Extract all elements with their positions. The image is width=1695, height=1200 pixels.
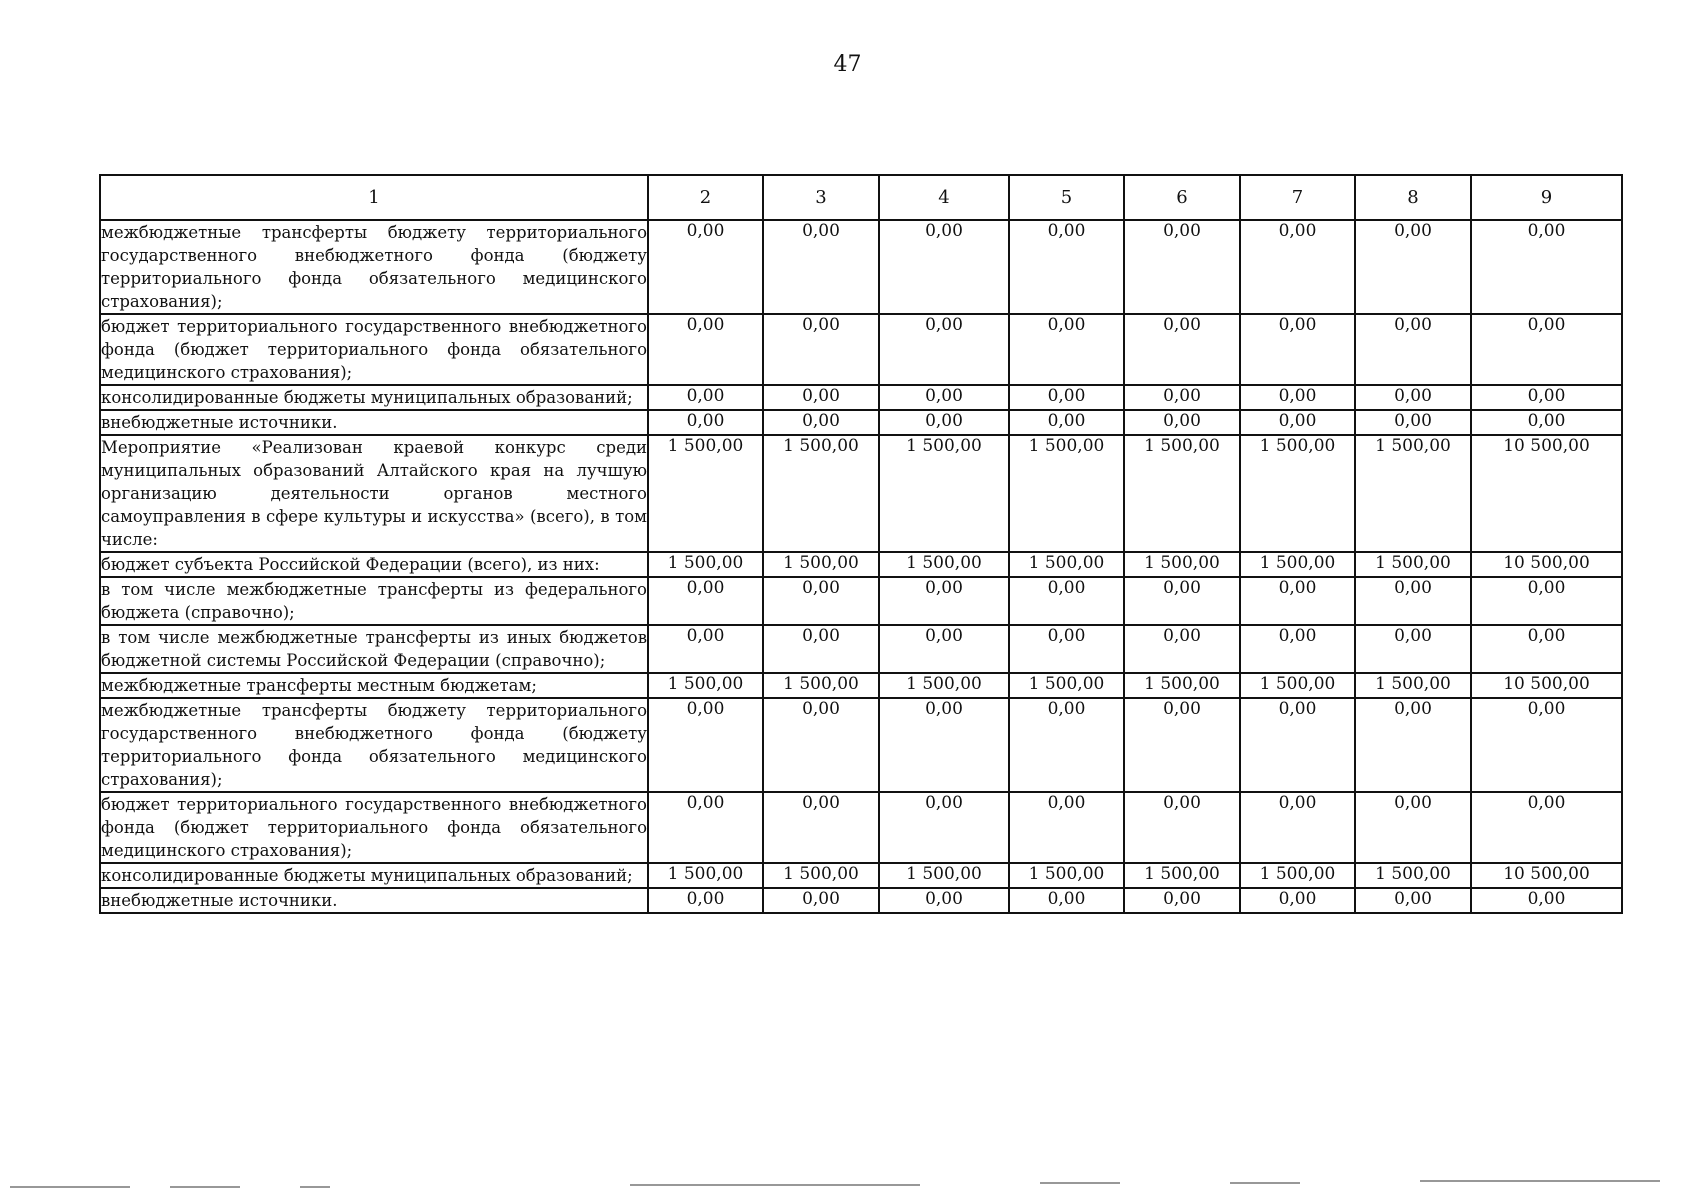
table-row [100, 863, 1622, 888]
value-cell: 0,00 [648, 577, 763, 625]
row-label: внебюджетные источники. [100, 410, 648, 435]
value-cell: 10 500,00 [1471, 863, 1622, 888]
value-cell: 1 500,00 [763, 435, 879, 552]
row-label: межбюджетные трансферты бюджету территориального государственного внебюджетного фонда (бюджету территориального фонда обязательного медицинского страхования); [100, 220, 648, 314]
value-cell: 0,00 [1471, 698, 1622, 792]
value-cell: 0,00 [1471, 792, 1622, 863]
table-row [100, 792, 1622, 863]
value-cell: 1 500,00 [1009, 673, 1124, 698]
table-row [100, 314, 1622, 385]
column-header: 1 [100, 175, 648, 220]
value-cell: 1 500,00 [1124, 552, 1240, 577]
value-cell: 0,00 [1471, 220, 1622, 314]
value-cell: 0,00 [1240, 385, 1355, 410]
value-cell: 0,00 [1124, 314, 1240, 385]
row-label: в том числе межбюджетные трансферты из иных бюджетов бюджетной системы Российской Федерации (справочно); [100, 625, 648, 673]
row-label: межбюджетные трансферты бюджету территориального государственного внебюджетного фонда (бюджету территориального фонда обязательного медицинского страхования); [100, 698, 648, 792]
value-cell: 0,00 [1240, 577, 1355, 625]
table-row [100, 552, 1622, 577]
value-cell: 0,00 [879, 410, 1009, 435]
table-row [100, 698, 1622, 792]
value-cell: 1 500,00 [1124, 435, 1240, 552]
column-header: 4 [879, 175, 1009, 220]
value-cell: 0,00 [763, 625, 879, 673]
value-cell: 0,00 [879, 385, 1009, 410]
value-cell: 0,00 [1240, 888, 1355, 913]
value-cell: 0,00 [1355, 220, 1471, 314]
value-cell: 1 500,00 [648, 435, 763, 552]
value-cell: 0,00 [1471, 577, 1622, 625]
row-label: бюджет субъекта Российской Федерации (всего), из них: [100, 552, 648, 577]
value-cell: 0,00 [1124, 577, 1240, 625]
value-cell: 0,00 [648, 220, 763, 314]
value-cell: 1 500,00 [763, 863, 879, 888]
value-cell: 1 500,00 [879, 673, 1009, 698]
value-cell: 0,00 [1355, 410, 1471, 435]
value-cell: 0,00 [879, 888, 1009, 913]
value-cell: 1 500,00 [1355, 673, 1471, 698]
value-cell: 0,00 [1009, 314, 1124, 385]
value-cell: 1 500,00 [763, 673, 879, 698]
value-cell: 0,00 [1009, 698, 1124, 792]
value-cell: 10 500,00 [1471, 435, 1622, 552]
table-row [100, 435, 1622, 552]
value-cell: 1 500,00 [1355, 435, 1471, 552]
value-cell: 0,00 [1124, 792, 1240, 863]
value-cell: 1 500,00 [879, 552, 1009, 577]
row-label: бюджет территориального государственного внебюджетного фонда (бюджет территориального фонда обязательного медицинского страхования); [100, 314, 648, 385]
budget-table [99, 174, 1623, 914]
value-cell: 0,00 [1124, 625, 1240, 673]
table-row [100, 410, 1622, 435]
column-header: 7 [1240, 175, 1355, 220]
value-cell: 0,00 [1240, 698, 1355, 792]
value-cell: 0,00 [1471, 625, 1622, 673]
value-cell: 0,00 [763, 792, 879, 863]
scan-artifact-lines [0, 1175, 1695, 1195]
value-cell: 0,00 [1471, 385, 1622, 410]
value-cell: 0,00 [1009, 625, 1124, 673]
value-cell: 0,00 [1240, 410, 1355, 435]
header-row [100, 175, 1622, 220]
value-cell: 0,00 [1471, 410, 1622, 435]
value-cell: 0,00 [1355, 792, 1471, 863]
table-row [100, 220, 1622, 314]
value-cell: 10 500,00 [1471, 552, 1622, 577]
value-cell: 0,00 [1355, 888, 1471, 913]
value-cell: 0,00 [1124, 698, 1240, 792]
value-cell: 0,00 [1124, 220, 1240, 314]
column-header: 8 [1355, 175, 1471, 220]
value-cell: 1 500,00 [1240, 673, 1355, 698]
value-cell: 0,00 [879, 577, 1009, 625]
value-cell: 0,00 [1355, 698, 1471, 792]
value-cell: 0,00 [1240, 625, 1355, 673]
value-cell: 0,00 [879, 792, 1009, 863]
row-label: межбюджетные трансферты местным бюджетам; [100, 673, 648, 698]
value-cell: 0,00 [879, 220, 1009, 314]
value-cell: 1 500,00 [879, 435, 1009, 552]
value-cell: 1 500,00 [648, 552, 763, 577]
row-label: в том числе межбюджетные трансферты из федерального бюджета (справочно); [100, 577, 648, 625]
value-cell: 0,00 [1471, 888, 1622, 913]
value-cell: 1 500,00 [763, 552, 879, 577]
value-cell: 1 500,00 [1124, 863, 1240, 888]
value-cell: 1 500,00 [1009, 435, 1124, 552]
value-cell: 0,00 [763, 385, 879, 410]
table-row [100, 385, 1622, 410]
value-cell: 1 500,00 [1240, 863, 1355, 888]
value-cell: 1 500,00 [1124, 673, 1240, 698]
column-header: 6 [1124, 175, 1240, 220]
value-cell: 0,00 [1009, 385, 1124, 410]
value-cell: 0,00 [1355, 314, 1471, 385]
value-cell: 0,00 [1009, 410, 1124, 435]
table-row [100, 625, 1622, 673]
table-row [100, 577, 1622, 625]
value-cell: 0,00 [879, 314, 1009, 385]
row-label: бюджет территориального государственного внебюджетного фонда (бюджет территориального фонда обязательного медицинского страхования); [100, 792, 648, 863]
value-cell: 0,00 [1355, 577, 1471, 625]
value-cell: 0,00 [879, 698, 1009, 792]
value-cell: 0,00 [648, 625, 763, 673]
value-cell: 0,00 [648, 385, 763, 410]
value-cell: 1 500,00 [648, 863, 763, 888]
value-cell: 0,00 [1124, 410, 1240, 435]
value-cell: 0,00 [648, 698, 763, 792]
column-header: 3 [763, 175, 879, 220]
value-cell: 0,00 [763, 410, 879, 435]
value-cell: 0,00 [763, 888, 879, 913]
value-cell: 1 500,00 [1355, 552, 1471, 577]
value-cell: 0,00 [1124, 385, 1240, 410]
value-cell: 1 500,00 [1009, 863, 1124, 888]
value-cell: 1 500,00 [879, 863, 1009, 888]
column-header: 2 [648, 175, 763, 220]
value-cell: 0,00 [1240, 314, 1355, 385]
value-cell: 0,00 [1009, 220, 1124, 314]
page-number: 47 [833, 52, 862, 77]
value-cell: 0,00 [648, 888, 763, 913]
value-cell: 0,00 [763, 698, 879, 792]
value-cell: 0,00 [763, 577, 879, 625]
column-header: 5 [1009, 175, 1124, 220]
value-cell: 1 500,00 [648, 673, 763, 698]
value-cell: 0,00 [763, 220, 879, 314]
value-cell: 10 500,00 [1471, 673, 1622, 698]
value-cell: 0,00 [1355, 625, 1471, 673]
value-cell: 0,00 [1009, 792, 1124, 863]
row-label: внебюджетные источники. [100, 888, 648, 913]
value-cell: 0,00 [1009, 888, 1124, 913]
table-row [100, 673, 1622, 698]
value-cell: 1 500,00 [1009, 552, 1124, 577]
value-cell: 1 500,00 [1355, 863, 1471, 888]
value-cell: 0,00 [648, 314, 763, 385]
value-cell: 1 500,00 [1240, 552, 1355, 577]
value-cell: 0,00 [648, 792, 763, 863]
value-cell: 0,00 [1240, 220, 1355, 314]
value-cell: 1 500,00 [1240, 435, 1355, 552]
table-row [100, 888, 1622, 913]
value-cell: 0,00 [648, 410, 763, 435]
value-cell: 0,00 [1009, 577, 1124, 625]
value-cell: 0,00 [1355, 385, 1471, 410]
value-cell: 0,00 [1124, 888, 1240, 913]
value-cell: 0,00 [879, 625, 1009, 673]
value-cell: 0,00 [1240, 792, 1355, 863]
row-label: консолидированные бюджеты муниципальных образований; [100, 385, 648, 410]
column-header: 9 [1471, 175, 1622, 220]
value-cell: 0,00 [763, 314, 879, 385]
row-label: Мероприятие «Реализован краевой конкурс среди муниципальных образований Алтайского края на лучшую организацию деятельности органов местного самоуправления в сфере культуры и искусства» (всего), в том числе: [100, 435, 648, 552]
value-cell: 0,00 [1471, 314, 1622, 385]
row-label: консолидированные бюджеты муниципальных образований; [100, 863, 648, 888]
